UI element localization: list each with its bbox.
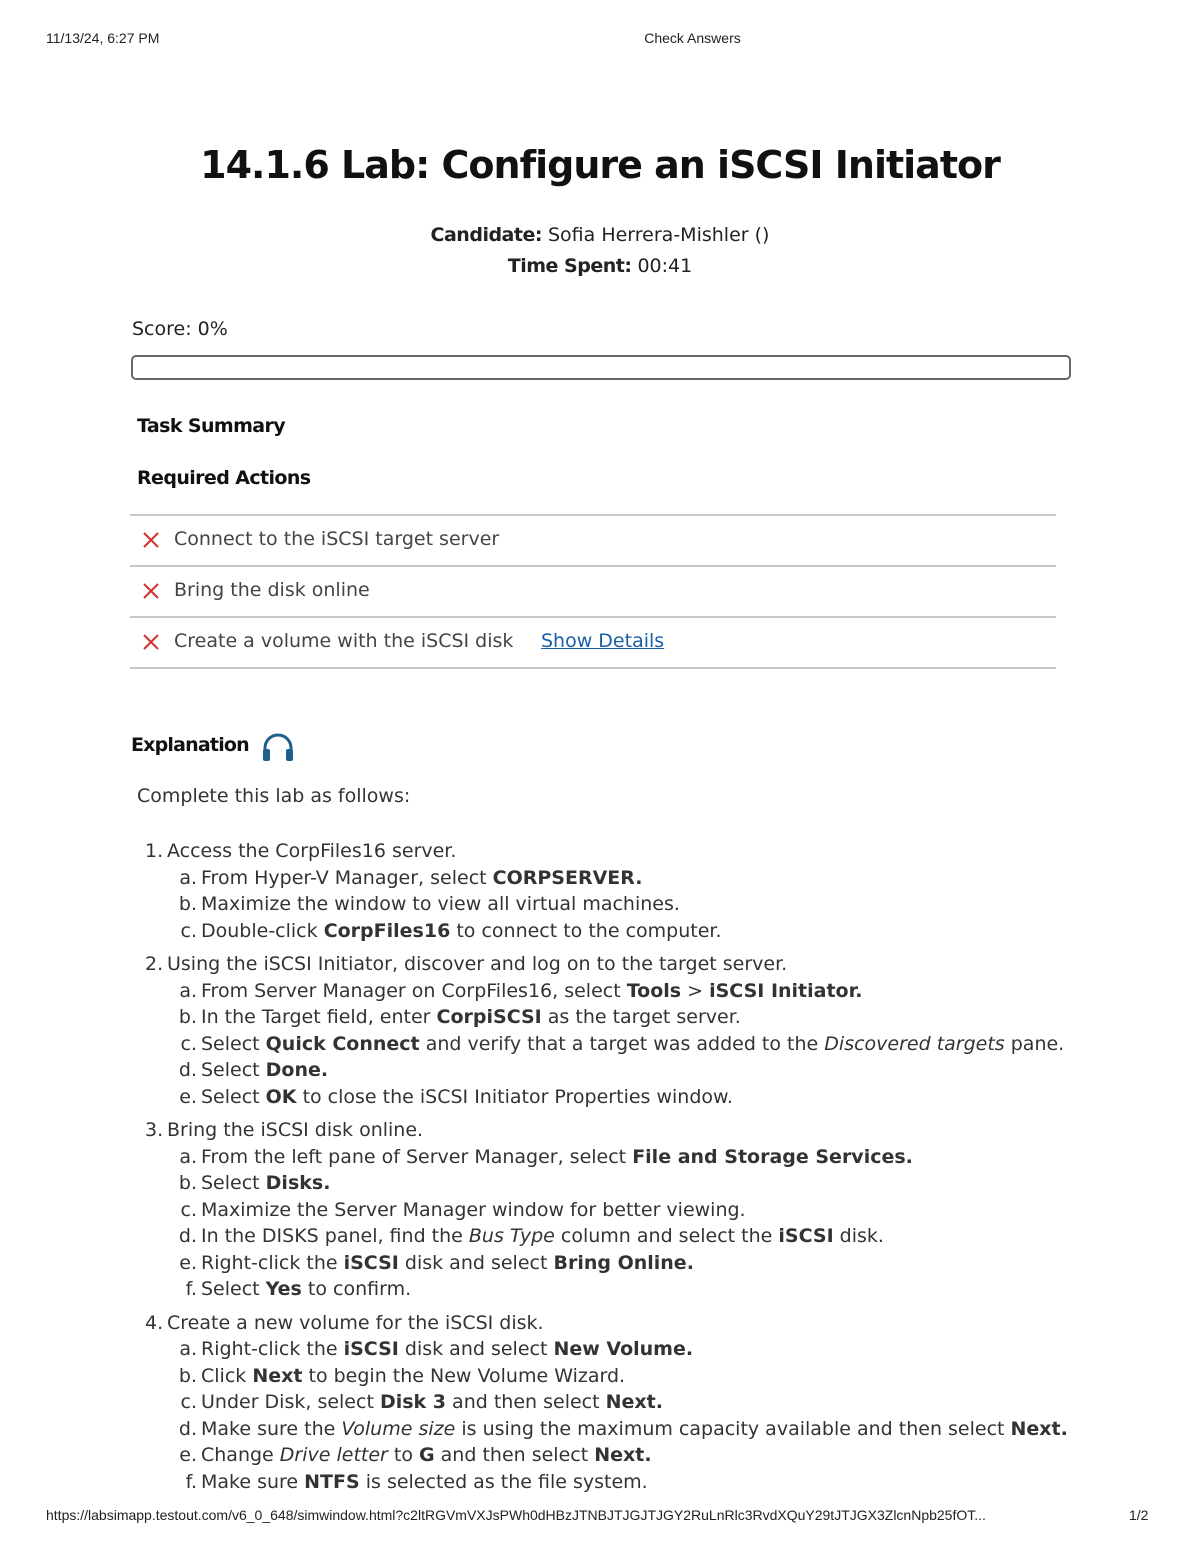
substep: c. Double-click CorpFiles16 to connect to the computer. (180, 919, 722, 942)
step-2 (145, 951, 1145, 1110)
candidate-line (0, 224, 1200, 246)
step-text: Access the CorpFiles16 server. (167, 840, 457, 862)
substep: b. Select Disks. (178, 1172, 331, 1194)
substep: d. Select Done. (178, 1059, 329, 1081)
time-label: Time Spent: (507, 255, 632, 277)
print-url: https://labsimapp.testout.com/v6_0_648/simwindow.html?c2ltRGVmVXJsPWh0dHBzJTNBJTJGJTJGY2RuLnRlc3RvdXQuY29tJTJGX3ZlcnNpb25fOT... (46, 1507, 986, 1523)
action-text: Create a volume with the iSCSI disk (174, 630, 514, 652)
step-number: 4. (145, 1311, 164, 1334)
action-row (130, 516, 1056, 567)
page-title: 14.1.6 Lab: Configure an iSCSI Initiator (200, 143, 1000, 187)
substep: b. Click Next to begin the New Volume Wizard. (178, 1364, 626, 1387)
print-title: Check Answers (644, 30, 741, 46)
explanation-heading: Explanation (131, 734, 249, 756)
step-text: Using the iSCSI Initiator, discover and log on to the target server. (167, 953, 788, 975)
substep: c. Maximize the Server Manager window for better viewing. (180, 1198, 746, 1221)
substep: a. Right-click the iSCSI disk and select New Volume. (179, 1338, 694, 1360)
action-row (130, 618, 1056, 669)
action-text: Connect to the iSCSI target server (174, 528, 500, 550)
steps-list (145, 838, 1145, 1502)
action-text: Bring the disk online (174, 579, 370, 601)
candidate-label: Candidate: (430, 224, 542, 246)
substep: e. Change Drive letter to G and then select Next. (179, 1444, 652, 1466)
substep: e. Select OK to close the iSCSI Initiator Properties window. (179, 1085, 733, 1108)
required-actions-list (130, 514, 1056, 669)
substep: d. Make sure the Volume size is using the maximum capacity available and then select Next. (178, 1417, 1068, 1440)
substep: c. Select Quick Connect and verify that a target was added to the Discovered targets pane. (180, 1032, 1065, 1055)
substep: b. Maximize the window to view all virtual machines. (178, 893, 680, 915)
show-details-link[interactable]: Show Details (541, 630, 665, 652)
time-spent-line (0, 255, 1200, 277)
print-date: 11/13/24, 6:27 PM (46, 30, 160, 46)
fail-x-icon (142, 582, 160, 600)
headphones-icon[interactable] (260, 731, 296, 763)
substep: f. Make sure NTFS is selected as the file system. (185, 1470, 648, 1493)
page-number: 1/2 (1129, 1507, 1149, 1523)
task-summary-heading: Task Summary (137, 415, 286, 437)
step-number: 2. (145, 953, 164, 975)
step-text: Create a new volume for the iSCSI disk. (167, 1311, 544, 1334)
score-progress-bar (131, 355, 1071, 380)
step-text: Bring the iSCSI disk online. (167, 1119, 424, 1141)
time-value: 00:41 (637, 255, 693, 277)
print-header (0, 30, 1200, 50)
substep: a. From Server Manager on CorpFiles16, select Tools > iSCSI Initiator. (179, 979, 863, 1002)
explanation-intro: Complete this lab as follows: (137, 785, 411, 807)
substep: c. Under Disk, select Disk 3 and then select Next. (180, 1391, 663, 1413)
step-3 (145, 1117, 1145, 1303)
step-number: 1. (145, 840, 164, 862)
candidate-value: Sofia Herrera-Mishler () (548, 224, 770, 246)
fail-x-icon (142, 531, 160, 549)
substep: d. In the DISKS panel, find the Bus Type column and select the iSCSI disk. (178, 1225, 884, 1247)
substep: e. Right-click the iSCSI disk and select Bring Online. (179, 1251, 694, 1274)
step-1 (145, 838, 1145, 944)
score-label: Score: 0% (132, 318, 228, 340)
substep: a. From the left pane of Server Manager, select File and Storage Services. (179, 1145, 913, 1168)
step-number: 3. (145, 1119, 164, 1141)
substep: f. Select Yes to confirm. (185, 1278, 412, 1300)
action-row (130, 567, 1056, 618)
step-4 (145, 1310, 1145, 1496)
substep: a. From Hyper-V Manager, select CORPSERVER. (179, 866, 643, 889)
substep: b. In the Target field, enter CorpiSCSI as the target server. (178, 1006, 741, 1028)
fail-x-icon (142, 633, 160, 651)
required-actions-heading: Required Actions (137, 467, 311, 489)
